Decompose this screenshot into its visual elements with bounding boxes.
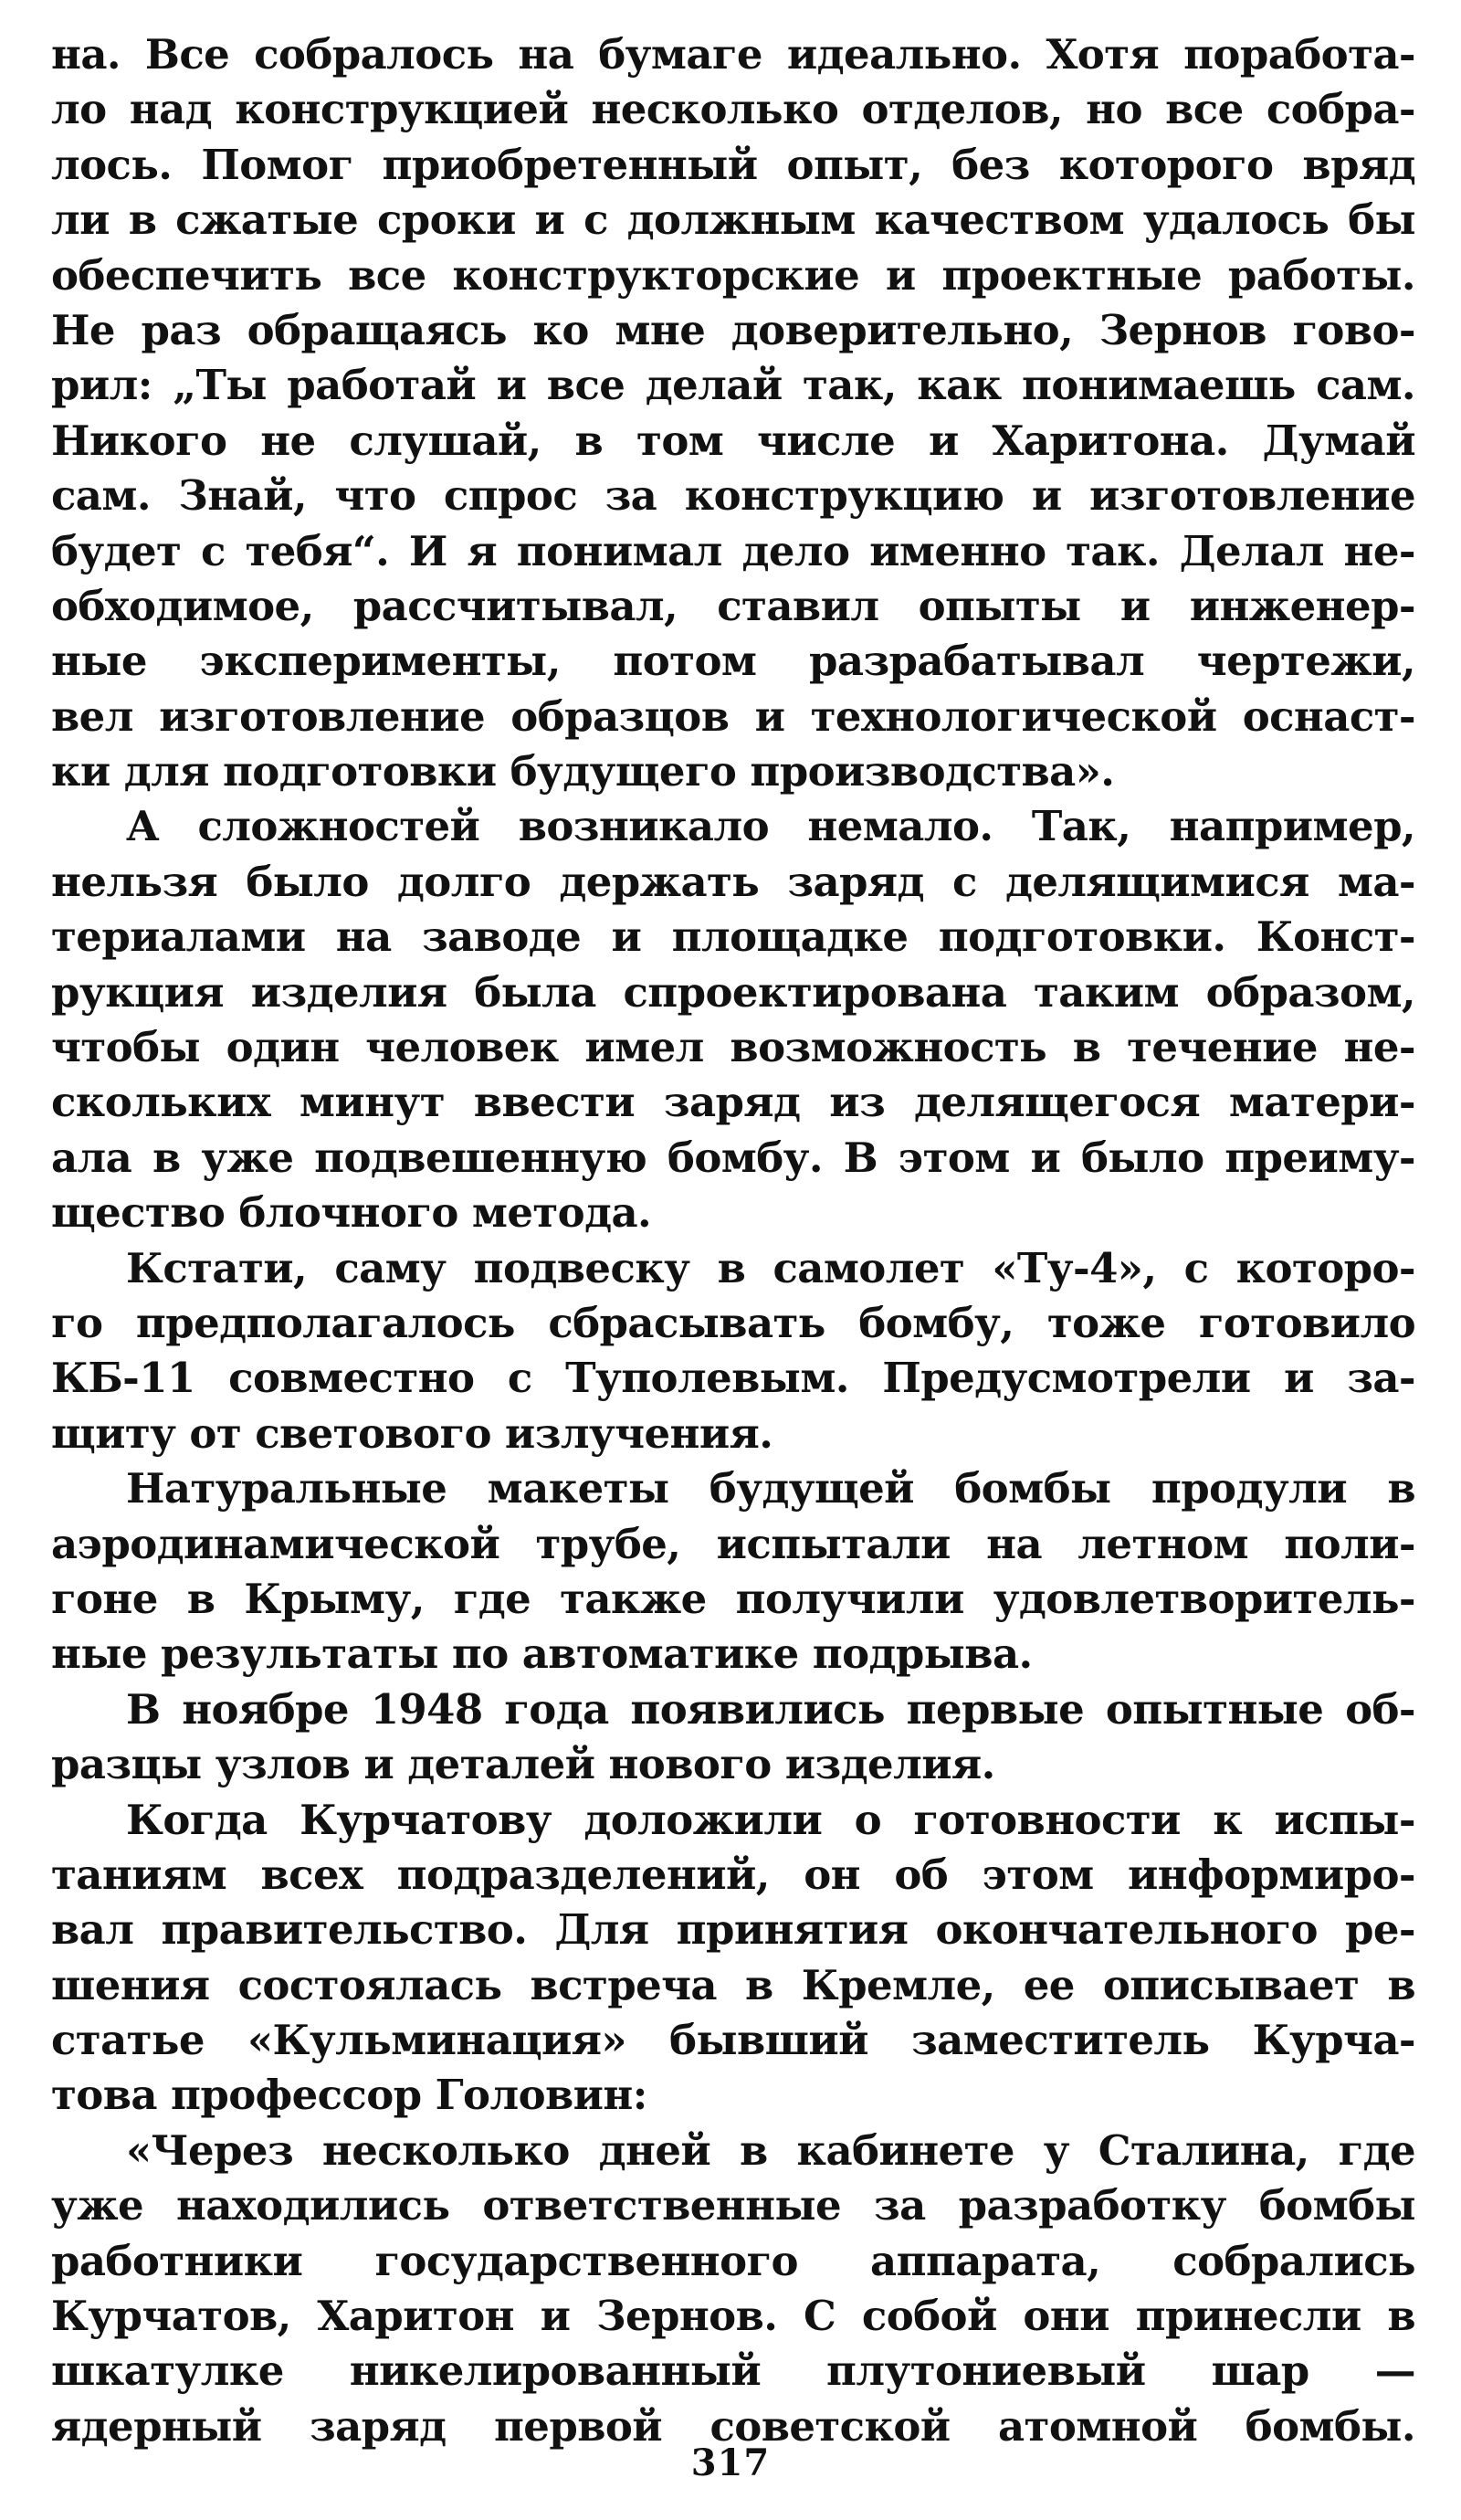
paragraph (51, 1461, 1415, 1682)
text-line: уже находились ответственные за разработку бомбы (51, 2181, 1415, 2230)
text-line: гоне в Крыму, где также получили удовлетворитель- (51, 1574, 1415, 1623)
text-line: Не раз обращаясь ко мне доверительно, Зернов гово- (51, 305, 1415, 354)
text-line: Кстати, саму подвеску в самолет «Ту-4», с которо- (126, 1243, 1415, 1292)
text-line: Натуральные макеты будущей бомбы продули в (126, 1464, 1415, 1513)
paragraph (51, 1793, 1415, 2124)
text-line: ные эксперименты, потом разрабатывал чертежи, (51, 637, 1415, 686)
text-line: рукция изделия была спроектирована таким образом, (51, 967, 1415, 1017)
text-line: Никого не слушай, в том числе и Харитона. Думай (51, 416, 1415, 465)
text-line: ала в уже подвешенную бомбу. В этом и было преиму- (51, 1133, 1415, 1182)
text-line: работники государственного аппарата, собрались (51, 2236, 1415, 2285)
text-line: статье «Кульминация» бывший заместитель Курча- (51, 2016, 1415, 2065)
text-line: обходимое, рассчитывал, ставил опыты и инженер- (51, 581, 1415, 630)
text-line: териалами на заводе и площадке подготовки. Конст- (51, 912, 1415, 962)
body-text (51, 27, 1415, 2454)
text-line: го предполагалось сбрасывать бомбу, тоже готовило (51, 1298, 1415, 1347)
text-line: Когда Курчатову доложили о готовности к испы- (126, 1795, 1415, 1844)
text-line: шения состоялась встреча в Кремле, ее описывает в (51, 1960, 1415, 2009)
text-line: вел изготовление образцов и технологической оснаст- (51, 691, 1415, 741)
text-line: обеспечить все конструкторские и проектные работы. (51, 250, 1415, 300)
text-line: ло над конструкцией несколько отделов, но все собра- (51, 85, 1415, 134)
text-line: аэродинамической трубе, испытали на летном поли- (51, 1519, 1415, 1568)
text-line: щиту от светового излучения. (51, 1408, 773, 1458)
text-line: шкатулке никелированный плутониевый шар — (51, 2346, 1415, 2396)
paragraph (51, 27, 1415, 799)
text-line: това профессор Головин: (51, 2071, 647, 2120)
text-line: чтобы один человек имел возможность в течение не- (51, 1023, 1415, 1072)
text-line: сам. Знай, что спрос за конструкцию и изготовление (51, 471, 1415, 521)
text-line: на. Все собралось на бумаге идеально. Хотя поработа- (51, 30, 1415, 79)
text-line: разцы узлов и деталей нового изделия. (51, 1740, 995, 1789)
text-line: вал правительство. Для принятия окончательного ре- (51, 1905, 1415, 1955)
text-line: таниям всех подразделений, он об этом информиро- (51, 1850, 1415, 1899)
text-line: рил: „Ты работай и все делай так, как понимаешь сам. (51, 361, 1415, 410)
text-line: ки для подготовки будущего производства». (51, 747, 1115, 796)
text-line: «Через несколько дней в кабинете у Сталина, где (126, 2125, 1415, 2175)
text-line: Курчатов, Харитон и Зернов. С собой они принесли в (51, 2292, 1415, 2341)
paragraph (51, 1241, 1415, 1462)
text-line: КБ-11 совместно с Туполевым. Предусмотрели и за- (51, 1354, 1415, 1403)
text-line: нельзя было долго держать заряд с делящимися ма- (51, 857, 1415, 906)
paragraph (51, 1682, 1415, 1793)
text-line: ядерный заряд первой советской атомной бомбы. (51, 2401, 1415, 2451)
paragraph (51, 799, 1415, 1240)
paragraph (51, 2124, 1415, 2454)
text-line: щество блочного метода. (51, 1188, 652, 1238)
text-line: В ноябре 1948 года появились первые опытные об- (126, 1684, 1415, 1734)
page-number: 317 (690, 2441, 771, 2484)
text-line: будет с тебя“. И я понимал дело именно так. Делал не- (51, 526, 1415, 575)
text-line: скольких минут ввести заряд из делящегося матери- (51, 1078, 1415, 1127)
text-line: ли в сжатые сроки и с должным качеством удалось бы (51, 195, 1415, 245)
text-line: ные результаты по автоматике подрыва. (51, 1629, 1033, 1679)
text-line: А сложностей возникало немало. Так, например, (126, 802, 1415, 851)
text-line: лось. Помог приобретенный опыт, без которого вряд (51, 140, 1415, 189)
